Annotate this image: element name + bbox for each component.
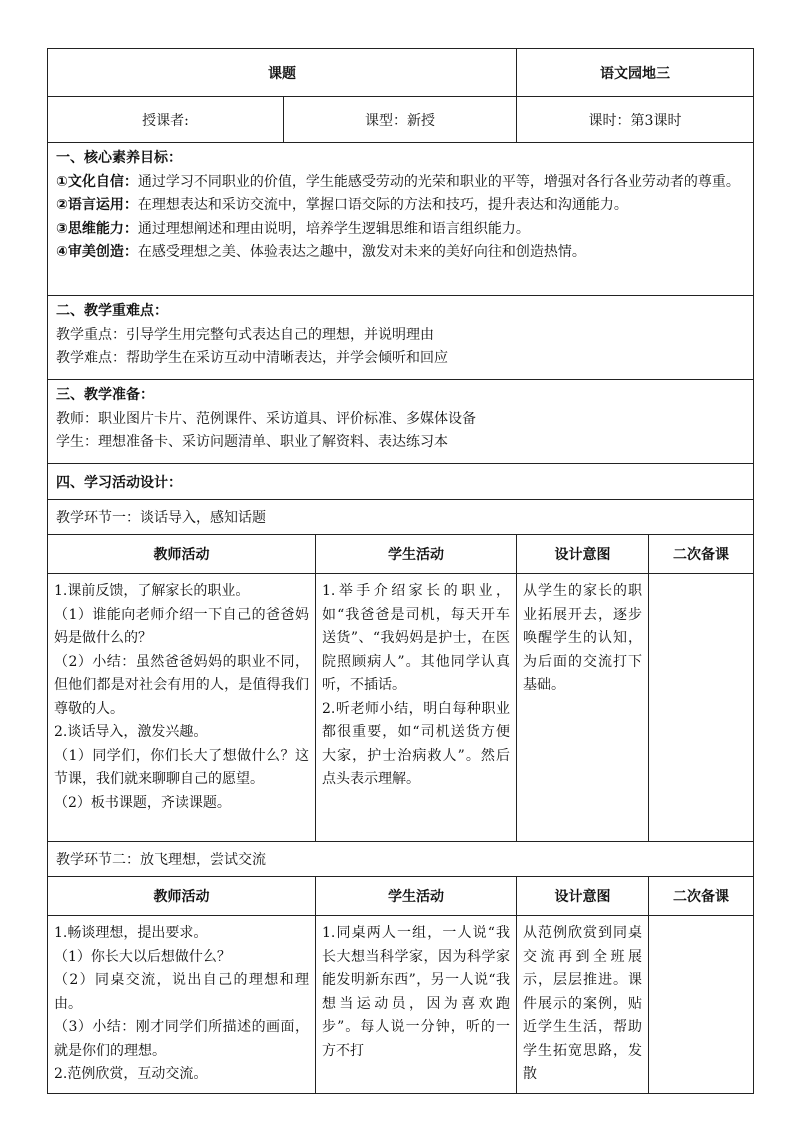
lesson-type: 课型：新授 <box>284 97 517 143</box>
col-student-activity: 学生活动 <box>316 535 517 574</box>
student-activity-cell: 1.同桌两人一组，一人说“我长大想当科学家，因为科学家能发明新东西”，另一人说“我想当运动员，因为喜欢跑步”。每人说一分钟，听的一方不打 <box>316 916 517 1094</box>
stage-title: 教学环节一：谈话导入，感知话题 <box>48 500 754 535</box>
col-design-intent: 设计意图 <box>517 877 649 916</box>
teacher-activity-cell: 1.课前反馈，了解家长的职业。 （1）谁能向老师介绍一下自己的爸爸妈妈是做什么的？ （2）小结：虽然爸爸妈妈的职业不同，但他们都是对社会有用的人，是值得我们尊敬的人。 2.谈话导入，激发兴趣。 （1）同学们，你们长大了想做什么？这节课，我们就来聊聊自己的愿望。 （2）板书课题，齐读课题。 <box>48 574 316 842</box>
col-teacher-activity: 教师活动 <box>48 535 316 574</box>
stage-title: 教学环节二：放飞理想，尝试交流 <box>48 842 754 877</box>
goal-item: ①文化自信：通过学习不同职业的价值，学生能感受劳动的光荣和职业的平等，增强对各行各业劳动者的尊重。 <box>56 173 740 190</box>
teacher-activity-cell: 1.畅谈理想，提出要求。 （1）你长大以后想做什么？ （2）同桌交流，说出自己的理想和理由。 （3）小结：刚才同学们所描述的画面，就是你们的理想。 2.范例欣赏，互动交流。 <box>48 916 316 1094</box>
design-intent-cell: 从学生的家长的职业拓展开去，逐步唤醒学生的认知，为后面的交流打下基础。 <box>517 574 649 842</box>
text-line: 教学重点：引导学生用完整句式表达自己的理想，并说明理由 <box>56 326 434 343</box>
student-activity-cell: 1.举手介绍家长的职业，如“我爸爸是司机，每天开车送货”、“我妈妈是护士，在医院照顾病人”。其他同学认真听，不插话。 2.听老师小结，明白每种职业都很重要，如“司机送货方便大家，护士治病救人”。然后点头表示理解。 <box>316 574 517 842</box>
text-line: 学生：理想准备卡、采访问题清单、职业了解资料、表达练习本 <box>56 434 448 450</box>
goal-item: ②语言运用：在理想表达和采访交流中，掌握口语交际的方法和技巧，提升表达和沟通能力。 <box>56 197 628 213</box>
second-prep-cell <box>649 916 754 1094</box>
text-line: 教学难点：帮助学生在采访互动中清晰表达，并学会倾听和回应 <box>56 350 448 366</box>
section-heading: 二、教学重难点： <box>56 303 168 319</box>
topic-value: 语文园地三 <box>517 49 754 97</box>
topic-label: 课题 <box>48 49 517 97</box>
second-prep-cell <box>649 574 754 842</box>
section-heading: 三、教学准备： <box>56 387 154 403</box>
text-line: 教师：职业图片卡片、范例课件、采访道具、评价标准、多媒体设备 <box>56 410 476 427</box>
preparation-section <box>48 380 754 464</box>
design-intent-cell: 从范例欣赏到同桌交流再到全班展示，层层推进。课件展示的案例，贴近学生生活，帮助学生拓宽思路，发散 <box>517 916 649 1094</box>
col-second-prep: 二次备课 <box>649 535 754 574</box>
lesson-period: 课时：第3课时 <box>517 97 754 143</box>
key-points-section <box>48 296 754 380</box>
col-design-intent: 设计意图 <box>517 535 649 574</box>
col-teacher-activity: 教师活动 <box>48 877 316 916</box>
core-goals-section <box>48 143 754 296</box>
activity-design-heading: 四、学习活动设计： <box>48 464 754 500</box>
lesson-plan-table <box>47 48 754 1094</box>
col-second-prep: 二次备课 <box>649 877 754 916</box>
section-heading: 一、核心素养目标： <box>56 150 182 166</box>
goal-item: ④审美创造：在感受理想之美、体验表达之趣中，激发对未来的美好向往和创造热情。 <box>56 244 586 260</box>
teacher-label: 授课者: <box>48 97 284 143</box>
col-student-activity: 学生活动 <box>316 877 517 916</box>
goal-item: ③思维能力：通过理想阐述和理由说明，培养学生逻辑思维和语言组织能力。 <box>56 220 530 237</box>
